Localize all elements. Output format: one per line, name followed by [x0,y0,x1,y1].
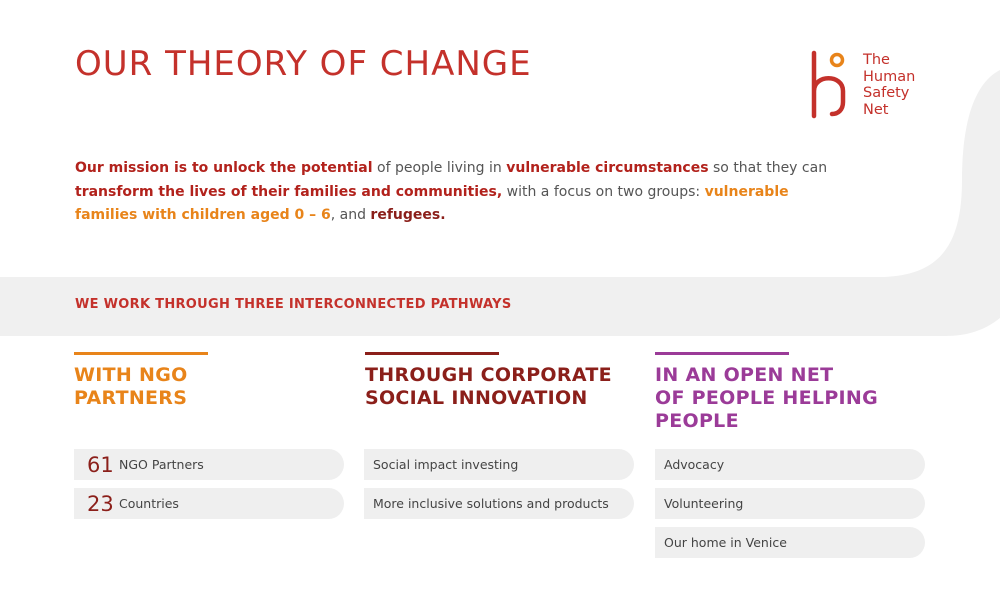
item-label: Volunteering [664,496,744,511]
list-item [74,449,344,480]
pathway-corporate-innovation [365,352,637,410]
list-item [74,488,344,519]
page-title: OUR THEORY OF CHANGE [75,44,532,84]
list-item [364,488,634,519]
item-label: More inclusive solutions and products [373,496,609,511]
pathway-title [74,364,346,410]
stat-label: Countries [119,496,179,511]
pathway-title-line: SOCIAL INNOVATION [365,387,588,409]
logo-line: Safety [863,85,910,101]
list-item [655,488,925,519]
mission-part: of people living in [372,160,507,176]
pathway-title-line: WITH NGO [74,364,188,386]
corporate-items-list [364,449,634,527]
logo [808,50,938,122]
pathway-title-line: OF PEOPLE HELPING [655,387,879,409]
mission-statement [75,157,835,228]
logo-line: Net [863,101,889,118]
pathway-title-line: PARTNERS [74,387,188,409]
ngo-stats-list [74,449,344,527]
logo-line: Human [863,68,916,85]
pathway-title-line: IN AN OPEN NET [655,364,834,386]
mission-part: vulnerable circumstances [506,160,709,176]
item-label: Advocacy [664,457,725,472]
pathway-title [365,364,637,410]
pathway-rule [74,352,208,355]
pathway-rule [655,352,789,355]
open-net-items-list [655,449,925,566]
mission-part: , and [330,207,371,223]
mission-part: so that they can [708,160,828,176]
logo-line: The [863,52,890,68]
mission-part: refugees. [370,207,446,223]
mission-part: with a focus on two groups: [502,183,705,200]
item-label: Our home in Venice [664,535,787,550]
pathway-open-net [655,352,927,433]
list-item [364,449,634,480]
pathway-rule [365,352,499,355]
list-item [655,527,925,558]
stat-number: 23 [87,491,114,516]
pathway-title [655,364,927,433]
pathways-heading: WE WORK THROUGH THREE INTERCONNECTED PATHWAYS [75,297,512,312]
pathway-title-line: THROUGH CORPORATE [365,364,612,386]
logo-wordmark [863,52,915,118]
mission-part: vulnerable families with children aged 0 – 6 [75,183,789,223]
mission-part: Our mission is to unlock the potential [75,160,373,176]
mission-part: transform the lives of their families and communities, [75,183,503,200]
logo-mark-icon [808,50,858,122]
list-item [655,449,925,480]
pathway-ngo-partners [74,352,346,410]
stat-label: NGO Partners [119,457,204,472]
stat-number: 61 [87,452,114,477]
item-label: Social impact investing [373,457,519,472]
pathway-title-line: PEOPLE [655,410,739,432]
